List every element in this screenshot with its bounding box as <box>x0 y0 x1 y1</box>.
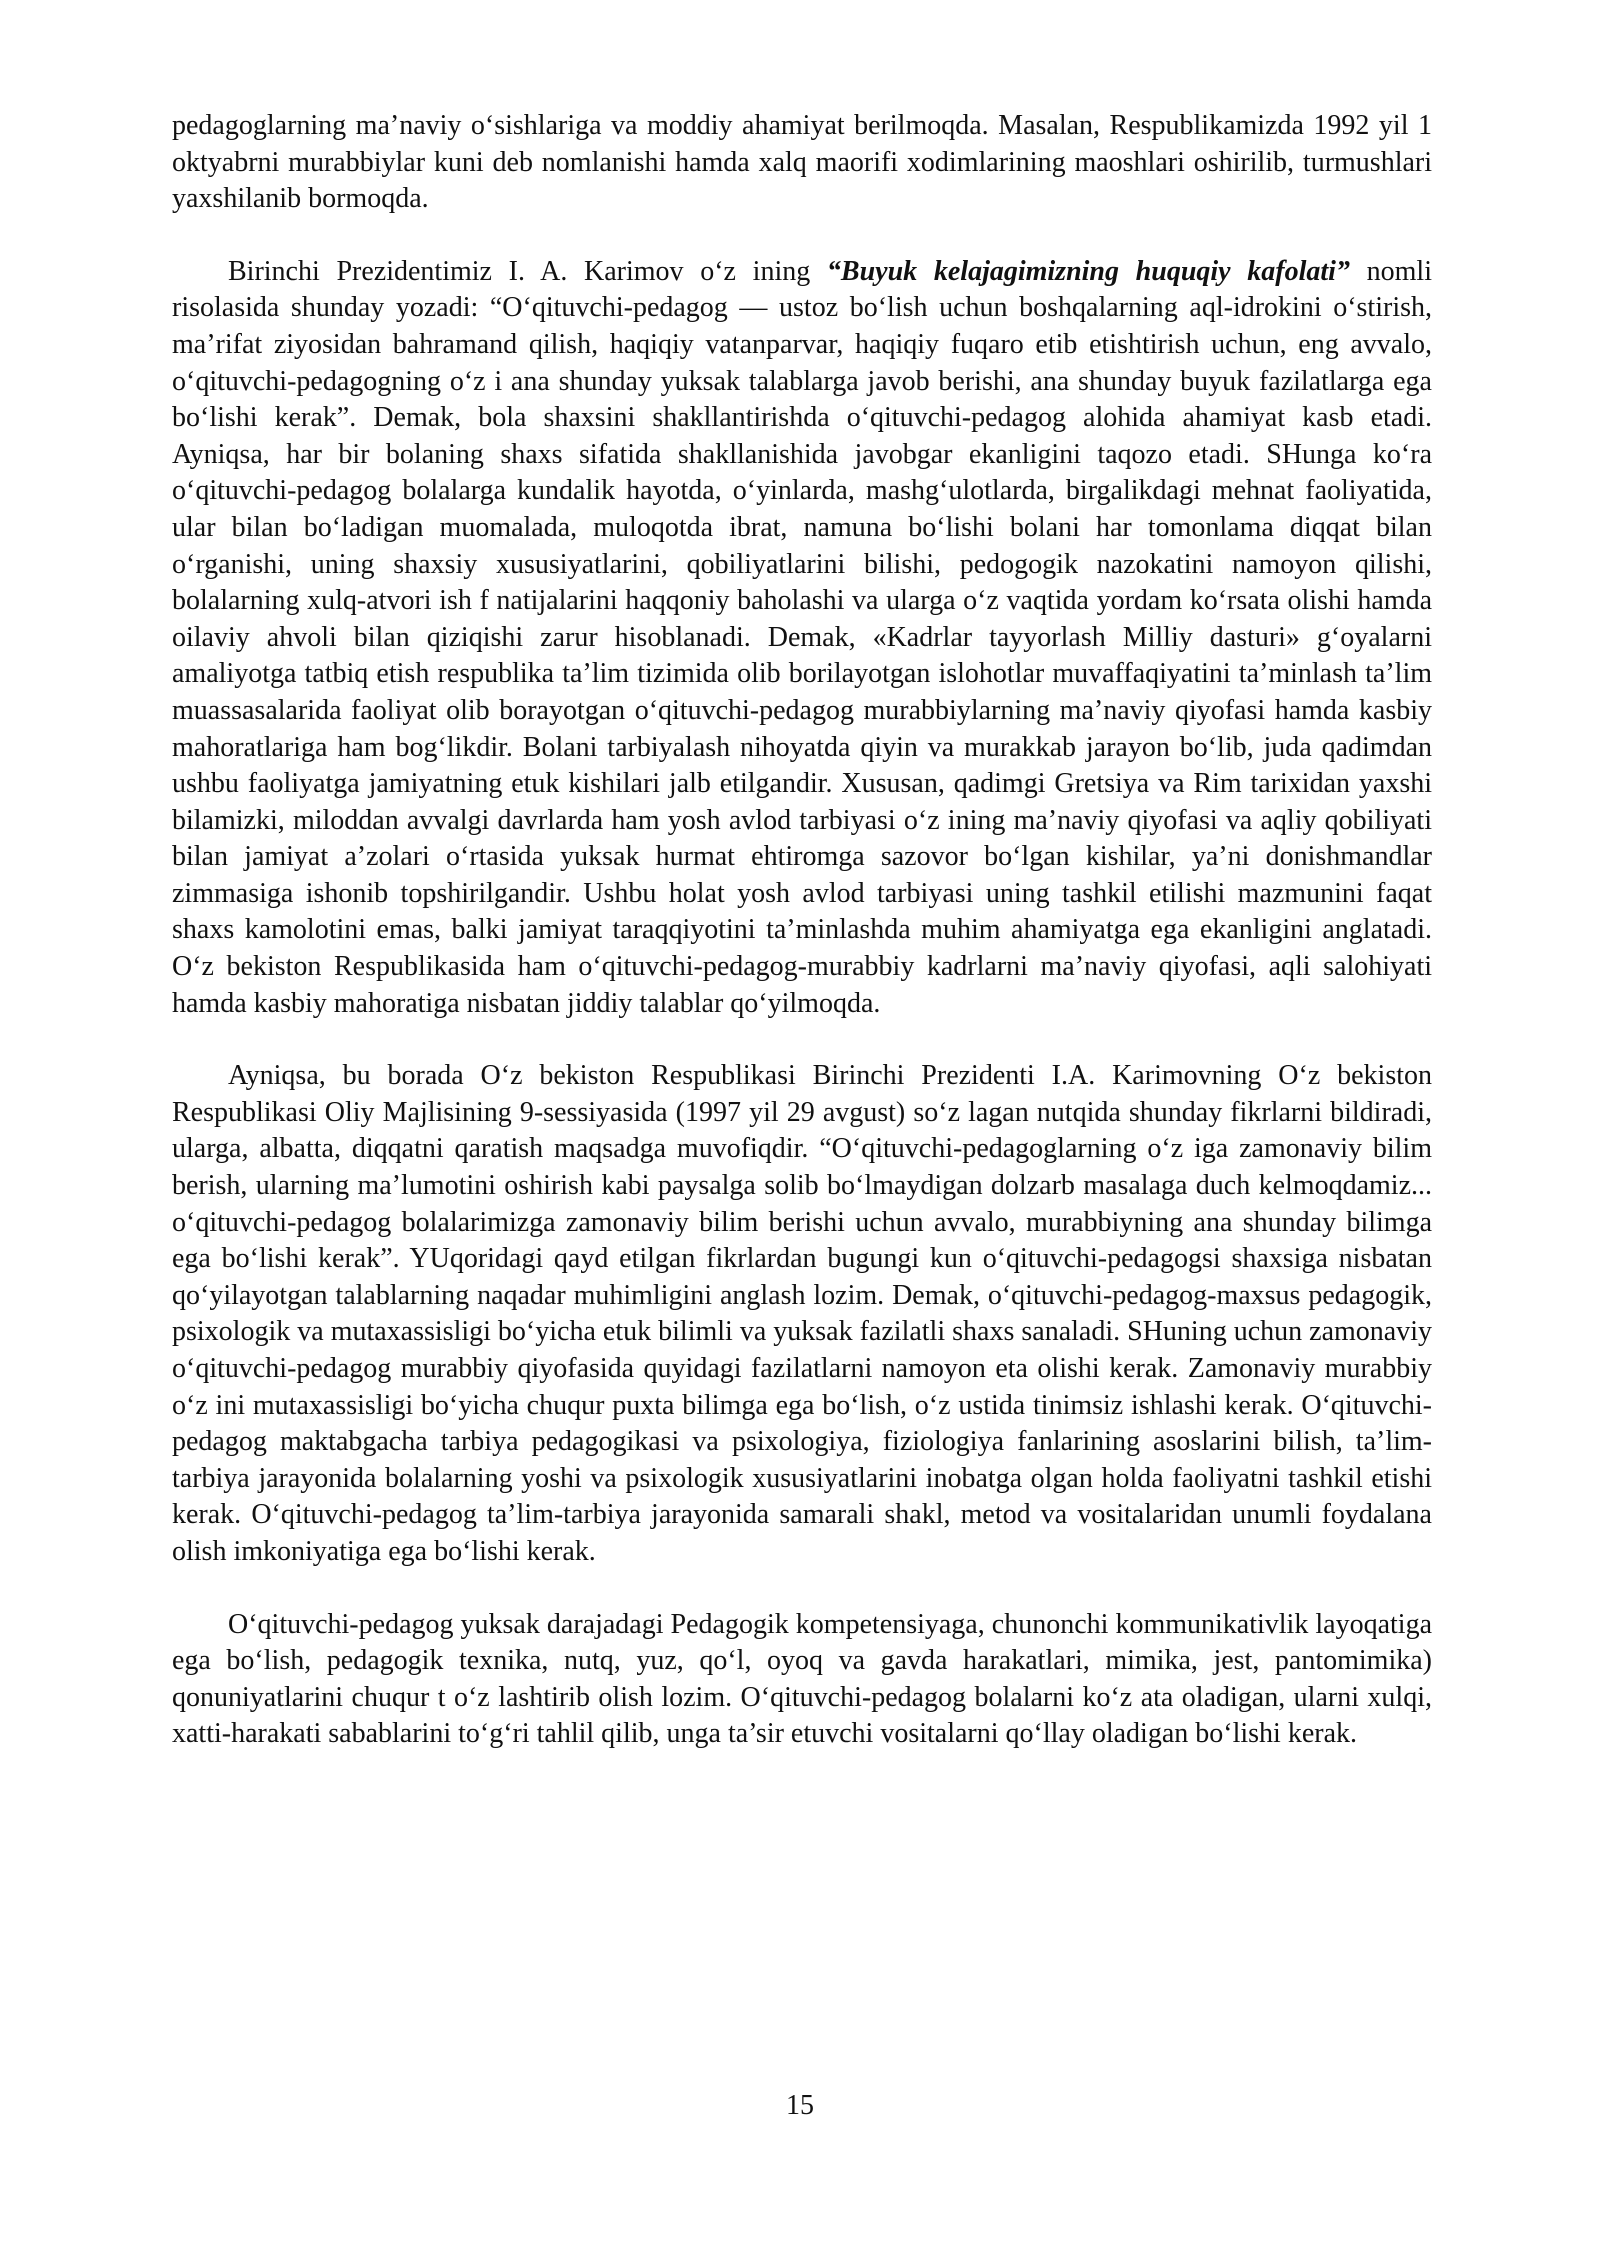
paragraph-oliy-majlis: Ayniqsa, bu borada O‘z bekiston Respublikasi Birinchi Prezidenti I.A. Karimovning O‘z bekiston Respublikasi Oliy Majlisining 9-sessiyasida (1997 yil 29 avgust) so‘z lagan nutqida shunday fikrlarni bildiradi, ularga, albatta, diqqatni qaratish maqsadga muvofiqdir. “O‘qituvchi-pedagoglarning o‘z iga zamonaviy bilim berish, ularning ma’lumotini oshirish kabi paysalga solib bo‘lmaydigan dolzarb masalaga duch kelmoqdamiz... o‘qituvchi-pedagog bolalarimizga zamonaviy bilim berishi uchun avvalo, murabbiyning ana shunday bilimga ega bo‘lishi kerak”. YUqoridagi qayd etilgan fikrlardan bugungi kun o‘qituvchi-pedagogsi shaxsiga nisbatan qo‘yilayotgan talablarning naqadar muhimligini anglash lozim. Demak, o‘qituvchi-pedagog-maxsus pedagogik, psixologik va mutaxassisligi bo‘yicha etuk bilimli va yuksak fazilatli shaxs sanaladi. SHuning uchun zamonaviy o‘qituvchi-pedagog murabbiy qiyofasida quyidagi fazilatlarni namoyon eta olishi kerak. Zamonaviy murabbiy o‘z ini mutaxassisligi bo‘yicha chuqur puxta bilimga ega bo‘lish, o‘z ustida tinimsiz ishlashi kerak. O‘qituvchi-pedagog maktabgacha tarbiya pedagogikasi va psixologiya, fiziologiya fanlarining asoslarini bilish, ta’lim-tarbiya jarayonida bolalarning yoshi va psixologik xususiyatlarini inobatga olgan holda faoliyatni tashkil etishi kerak. O‘qituvchi-pedagog ta’lim-tarbiya jarayonida samarali shakl, metod va vositalaridan unumli foydalana olish imkoniyatiga ega bo‘lishi kerak. <box>172 1060 1432 1567</box>
paragraph-text-before: Birinchi Prezidentimiz I. A. Karimov o‘z ining <box>228 255 827 287</box>
book-title-emphasis: “Buyuk kelajagimizning huquqiy kafolati” <box>826 255 1350 287</box>
document-page <box>172 108 1432 1789</box>
paragraph-text-after: nomli risolasida shunday yozadi: “O‘qituvchi-pedagog — ustoz bo‘lish uchun boshqalarning aql-idrokini o‘stirish, ma’rifat ziyosidan bahramand qilish, haqiqiy vatanparvar, haqiqiy fuqaro etib etishtirish uchun, eng avvalo, o‘qituvchi-pedagogning o‘z i ana shunday yuksak talablarga javob berishi, ana shunday buyuk fazilatlarga ega bo‘lishi kerak”. Demak, bola shaxsini shakllantirishda o‘qituvchi-pedagog alohida ahamiyat kasb etadi. Ayniqsa, har bir bolaning shaxs sifatida shakllanishida javobgar ekanligini taqozo etadi. SHunga ko‘ra o‘qituvchi-pedagog bolalarga kundalik hayotda, o‘yinlarda, mashg‘ulotlarda, birgalikdagi mehnat faoliyatida, ular bilan bo‘ladigan muomalada, muloqotda ibrat, namuna bo‘lishi bolani har tomonlama diqqat bilan o‘rganishi, uning shaxsiy xususiyatlarini, qobiliyatlarini bilishi, pedogogik nazokatini namoyon qilishi, bolalarning xulq-atvori ish f natijalarini haqqoniy baholashi va ularga o‘z vaqtida yordam ko‘rsata olishi hamda oilaviy ahvoli bilan qiziqishi zarur hisoblanadi. Demak, «Kadrlar tayyorlash Milliy dasturi» g‘oyalarni amaliyotga tatbiq etish respublika ta’lim tizimida olib borilayotgan islohotlar muvaffaqiyatini ta’minlash ta’lim muassasalarida faoliyat olib borayotgan o‘qituvchi-pedagog murabbiylarning ma’naviy qiyofasi hamda kasbiy mahoratlariga ham bog‘likdir. Bolani tarbiyalash nihoyatda qiyin va murakkab jarayon bo‘lib, juda qadimdan ushbu faoliyatga jamiyatning etuk kishilari jalb etilgandir. Xususan, qadimgi Gretsiya va Rim tarixidan yaxshi bilamizki, miloddan avvalgi davrlarda ham yosh avlod tarbiyasi o‘z ining ma’naviy qiyofasi va aqliy qobiliyati bilan jamiyat a’zolari o‘rtasida yuksak hurmat ehtiromga sazovor bo‘lgan kishilar, ya’ni donishmandlar zimmasiga ishonib topshirilgandir. Ushbu holat yosh avlod tarbiyasi uning tashkil etilishi mazmunini faqat shaxs kamolotini emas, balki jamiyat taraqqiyotini ta’minlashda muhim ahamiyatga ega ekanligini anglatadi. O‘z bekiston Respublikasida ham o‘qituvchi-pedagog-murabbiy kadrlarni ma’naviy qiyofasi, aqli salohiyati hamda kasbiy mahoratiga nisbatan jiddiy talablar qo‘yilmoqda. <box>172 255 1432 1019</box>
paragraph-president-quote <box>172 254 1432 1022</box>
paragraph-competence: O‘qituvchi-pedagog yuksak darajadagi Pedagogik kompetensiyaga, chunonchi kommunikativlik layoqatiga ega bo‘lish, pedagogik texnika, nutq, yuz, qo‘l, oyoq va gavda harakatlari, mimika, jest, pantomimika) qonuniyatlarini chuqur t o‘z lashtirib olish lozim. O‘qituvchi-pedagog bolalarni ko‘z ata oladigan, ularni xulqi, xatti-harakati sabablarini to‘g‘ri tahlil qilib, unga ta’sir etuvchi vositalarni qo‘llay oladigan bo‘lishi kerak. <box>172 1608 1432 1750</box>
paragraph-continuation: pedagoglarning ma’naviy o‘sishlariga va moddiy ahamiyat berilmoqda. Masalan, Respublikamizda 1992 yil 1 oktyabrni murabbiylar kuni deb nomlanishi hamda xalq maorifi xodimlarining maoshlari oshirilib, turmushlari yaxshilanib bormoqda. <box>172 110 1432 215</box>
page-number: 15 <box>786 2090 814 2121</box>
